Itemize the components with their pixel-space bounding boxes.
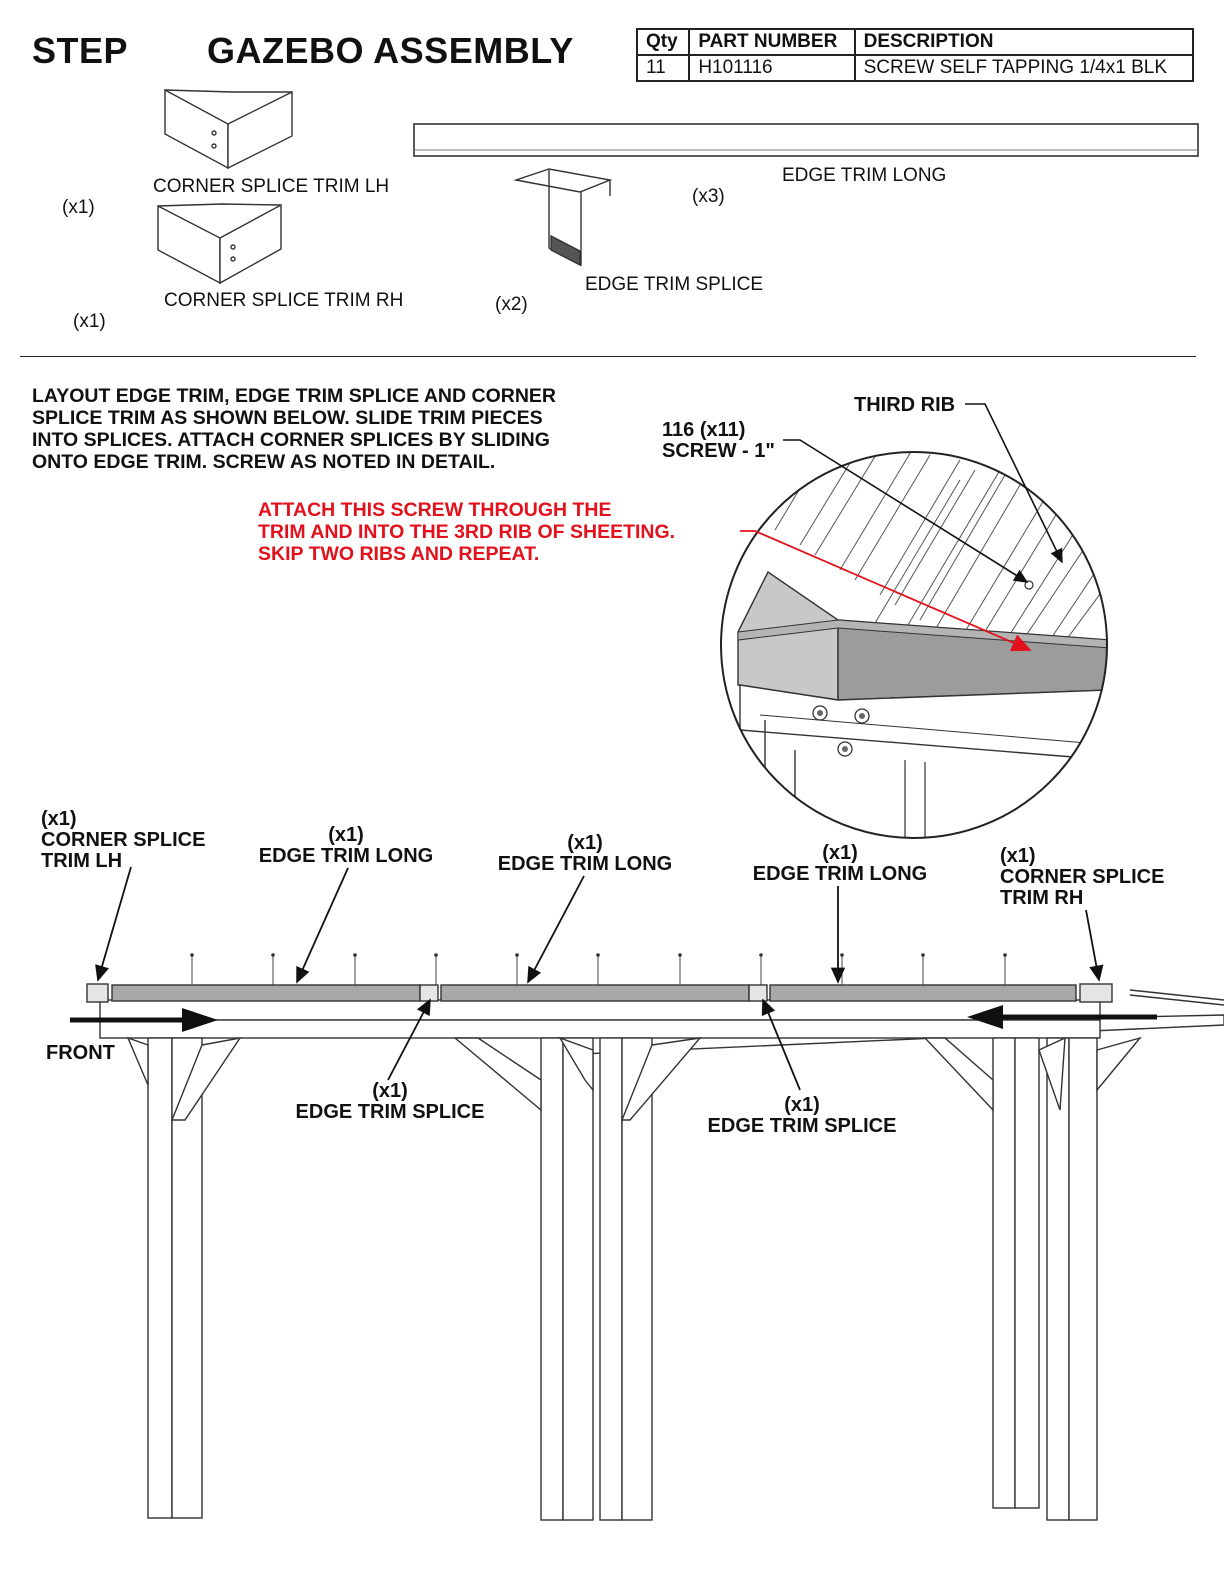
column-description: DESCRIPTION bbox=[855, 29, 1193, 55]
callout-edge-long-3: (x1) EDGE TRIM LONG bbox=[752, 842, 928, 885]
column-part-number: PART NUMBER bbox=[689, 29, 854, 55]
cell-description: SCREW SELF TAPPING 1/4x1 BLK bbox=[855, 55, 1193, 81]
callout-edge-splice-1: (x1) EDGE TRIM SPLICE bbox=[295, 1080, 485, 1123]
corner-lh-label: CORNER SPLICE TRIM LH bbox=[153, 176, 390, 197]
edge-long-qty: (x3) bbox=[692, 186, 725, 207]
callout-corner-lh-text: (x1) CORNER SPLICE TRIM LH bbox=[41, 808, 206, 872]
edge-splice-label: EDGE TRIM SPLICE bbox=[585, 274, 764, 295]
edge-trim-pieces bbox=[87, 984, 1112, 1002]
callout-edge-long-2: (x1) EDGE TRIM LONG bbox=[497, 832, 673, 875]
screw-markers bbox=[192, 955, 1005, 985]
corner-rh-qty: (x1) bbox=[73, 311, 106, 332]
callout-edge-splice-2: (x1) EDGE TRIM SPLICE bbox=[707, 1094, 897, 1137]
screw-heads bbox=[190, 953, 1007, 957]
callout-corner-rh: (x1) CORNER SPLICE TRIM RH bbox=[1000, 845, 1165, 909]
instructions-text: LAYOUT EDGE TRIM, EDGE TRIM SPLICE AND CORNER SPLICE TRIM AS SHOWN BELOW. SLIDE TRIM PIECES INTO SPLICES. ATTACH CORNER SPLICES BY SLIDING ONTO EDGE TRIM. SCREW AS NOTED IN DETAIL. bbox=[32, 385, 557, 473]
edge-splice-qty: (x2) bbox=[495, 294, 528, 315]
corner-rh-label: CORNER SPLICE TRIM RH bbox=[164, 290, 404, 311]
corner-lh-qty: (x1) bbox=[62, 197, 95, 218]
page-title: GAZEBO ASSEMBLY bbox=[207, 30, 574, 71]
callout-edge-long-1: (x1) EDGE TRIM LONG bbox=[258, 824, 434, 867]
edge-long-label: EDGE TRIM LONG bbox=[782, 165, 947, 186]
front-label: FRONT bbox=[46, 1042, 115, 1064]
cell-part-number: H101116 bbox=[689, 55, 854, 81]
gazebo-frame bbox=[100, 990, 1224, 1520]
third-rib-callout: THIRD RIB bbox=[854, 394, 956, 416]
callout-corner-lh bbox=[41, 809, 205, 872]
screw-callout: 116 (x11) SCREW - 1" bbox=[662, 419, 775, 462]
cell-qty: 11 bbox=[637, 55, 689, 81]
column-qty: Qty bbox=[637, 29, 689, 55]
detail-view bbox=[720, 420, 1140, 840]
step-label: STEP bbox=[32, 30, 129, 71]
red-screw-note: ATTACH THIS SCREW THROUGH THE TRIM AND INTO THE 3RD RIB OF SHEETING. SKIP TWO RIBS AND REPEAT. bbox=[258, 499, 676, 565]
